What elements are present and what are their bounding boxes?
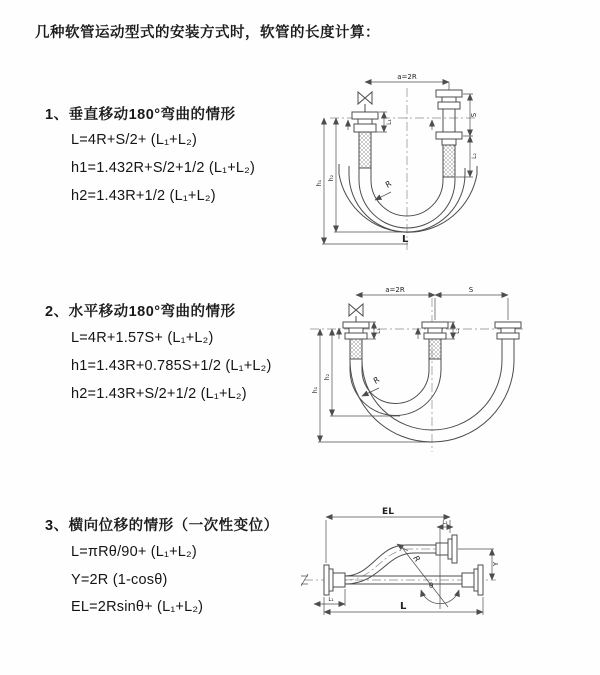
dim-label-h2: h₂ — [328, 174, 335, 182]
dim-label-l2: L₂ — [454, 328, 461, 334]
dim-label-s: S — [468, 286, 474, 294]
section-1-formula-h2: h2=1.43R+1/2 (L₁+L₂) — [71, 188, 216, 204]
page-title: 几种软管运动型式的安装方式时，软管的长度计算： — [35, 25, 380, 41]
dimension-l2 — [437, 520, 453, 527]
angle-label: θ — [429, 582, 434, 590]
dim-label-h1: h₁ — [316, 179, 323, 187]
dim-label-y: Y — [492, 561, 500, 567]
middle-flange — [422, 322, 448, 339]
section-3-formula-L: L=πRθ/90+ (L₁+L₂) — [71, 544, 197, 560]
dim-label-l2: L₂ — [442, 520, 448, 526]
braided-hose-left — [359, 132, 371, 168]
hose-displaced-position — [345, 545, 436, 584]
section-1-formula-h1: h1=1.432R+S/2+1/2 (L₁+L₂) — [71, 160, 256, 176]
right-pipe — [443, 109, 455, 132]
dim-label-l: L — [400, 601, 407, 612]
vertical-bend-diagram — [312, 68, 547, 260]
radius-label: R — [411, 553, 422, 564]
dimension-el — [326, 507, 450, 563]
left-flange — [352, 112, 378, 132]
radius-label: R — [371, 375, 382, 386]
dimension-a-2r — [356, 286, 435, 295]
dim-label-a2r: a=2R — [385, 286, 405, 294]
dimension-s — [463, 94, 478, 136]
radius-callout — [375, 179, 394, 200]
right-upper-flange — [436, 535, 457, 563]
dim-label-l1: L₁ — [386, 119, 393, 125]
section-3-formula-EL: EL=2Rsinθ+ (L₁+L₂) — [71, 599, 204, 615]
dimension-l2 — [456, 136, 478, 177]
dim-label-h2: h₂ — [324, 373, 331, 381]
valve-icon — [358, 92, 372, 112]
section-1-formula-L: L=4R+S/2+ (L₁+L₂) — [71, 132, 197, 148]
dim-label-l2: L₂ — [471, 153, 478, 159]
right-flange-lower — [436, 132, 462, 145]
radius-callout — [362, 375, 382, 396]
radius-callout — [397, 544, 422, 564]
section-2-formula-L: L=4R+1.57S+ (L₁+L₂) — [71, 330, 214, 346]
dim-label-el: EL — [382, 507, 394, 517]
radius-label: R — [383, 179, 394, 190]
dimension-a-2r — [365, 73, 449, 90]
braided-hose-left — [350, 339, 362, 359]
dimension-s — [435, 286, 508, 320]
section-3-formula-Y: Y=2R (1-cosθ) — [71, 572, 168, 588]
left-flange — [343, 322, 369, 339]
braided-hose-right — [443, 145, 455, 177]
length-label: L — [402, 234, 409, 245]
dim-label-l1: L₁ — [375, 328, 382, 334]
dim-label-s: S — [470, 112, 478, 118]
dim-label-h1: h₁ — [312, 386, 319, 394]
horizontal-bend-diagram — [310, 282, 560, 462]
dim-label-l1: L₁ — [328, 597, 334, 603]
dimension-h1 — [312, 329, 432, 442]
dim-label-a2r: a=2R — [397, 73, 417, 81]
right-flange-top — [436, 90, 462, 109]
dimension-l — [324, 597, 483, 615]
hose-u-bend — [339, 164, 477, 232]
section-2-formula-h1: h1=1.43R+0.785S+1/2 (L₁+L₂) — [71, 358, 272, 374]
braided-hose-middle — [429, 339, 441, 359]
left-flange — [324, 565, 345, 595]
section-1-heading: 1、垂直移动180°弯曲的情形 — [45, 107, 236, 123]
section-3-heading: 3、横向位移的情形（一次性变位） — [45, 518, 279, 534]
lateral-displacement-diagram — [300, 505, 568, 653]
section-2-formula-h2: h2=1.43R+S/2+1/2 (L₁+L₂) — [71, 386, 247, 402]
section-2-heading: 2、水平移动180°弯曲的情形 — [45, 304, 236, 320]
valve-icon — [349, 304, 363, 322]
hose-u-bend-position1 — [350, 359, 441, 416]
right-lower-flange — [462, 565, 483, 595]
right-pipe — [502, 339, 514, 360]
right-flange — [495, 322, 521, 339]
